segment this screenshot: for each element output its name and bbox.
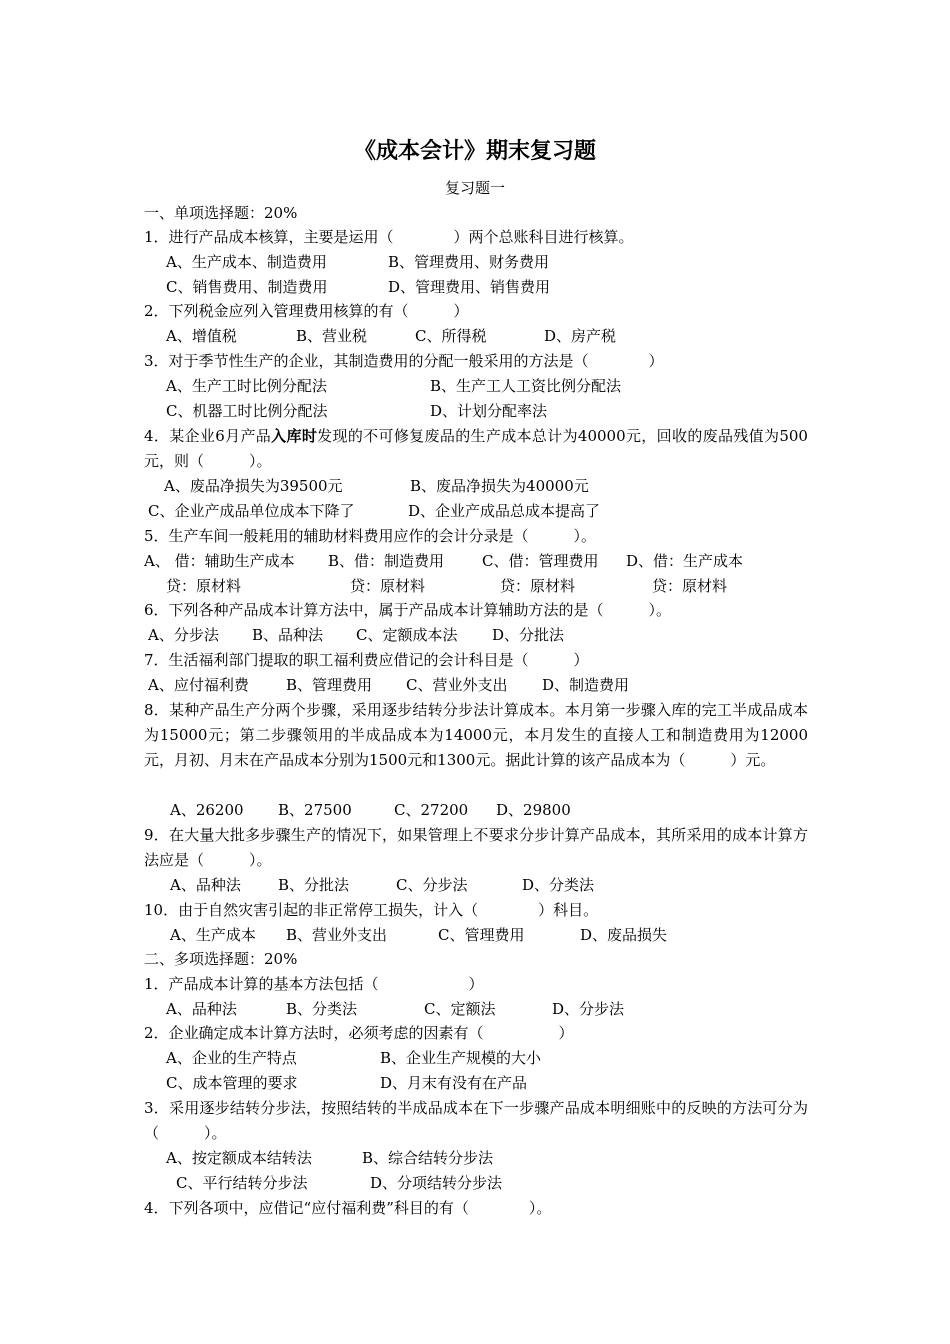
q9-stem: 9．在大量大批多步骤生产的情况下，如果管理上不要求分步计算产品成本，其所采用的成本计算方法应是（ ）。 bbox=[144, 826, 808, 869]
q5-credit-a: 贷：原材料 bbox=[166, 577, 242, 595]
q5-option-c: C、借：管理费用 bbox=[482, 552, 599, 570]
q5-credit-b: 贷：原材料 bbox=[350, 577, 426, 595]
q5-stem: 5．生产车间一般耗用的辅助材料费用应作的会计分录是（ ）。 bbox=[144, 527, 597, 545]
q6-option-a: A、分步法 bbox=[148, 626, 219, 644]
m2-option-d: D、月末有没有在产品 bbox=[380, 1074, 528, 1092]
q6-stem: 6．下列各种产品成本计算方法中，属于产品成本计算辅助方法的是（ ）。 bbox=[144, 601, 672, 619]
q7-option-a: A、应付福利费 bbox=[148, 676, 249, 694]
q8-option-c: C、27200 bbox=[394, 801, 469, 819]
document-subtitle: 复习题一 bbox=[444, 179, 505, 197]
q9-option-b: B、分批法 bbox=[278, 876, 350, 894]
m4-stem: 4．下列各项中，应借记“应付福利费”科目的有（ ）。 bbox=[144, 1199, 552, 1217]
q10-option-d: D、废品损失 bbox=[580, 926, 668, 944]
m2-stem: 2．企业确定成本计算方法时，必须考虑的因素有（ ） bbox=[144, 1024, 574, 1042]
m3-stem: 3．采用逐步结转分步法，按照结转的半成品成本在下一步骤产品成本明细账中的反映的方法可分为（ ）。 bbox=[144, 1099, 808, 1142]
q3-option-b: B、生产工人工资比例分配法 bbox=[430, 377, 622, 395]
m1-stem: 1．产品成本计算的基本方法包括（ ） bbox=[144, 975, 484, 993]
m1-option-d: D、分步法 bbox=[552, 1000, 625, 1018]
q5-credit-d: 贷：原材料 bbox=[652, 577, 728, 595]
q4-option-d: D、企业产成品总成本提高了 bbox=[408, 502, 601, 520]
q4-stem-emphasis: 入库时 bbox=[271, 427, 318, 445]
q10-option-a: A、生产成本 bbox=[170, 926, 256, 944]
q10-option-c: C、管理费用 bbox=[438, 926, 525, 944]
m3-option-a: A、按定额成本结转法 bbox=[166, 1149, 312, 1167]
q1-option-a: A、生产成本、制造费用 bbox=[166, 253, 327, 271]
q10-stem: 10．由于自然灾害引起的非正常停工损失，计入（ ）科目。 bbox=[144, 901, 599, 919]
section-multiple-choice: 二、多项选择题：20% bbox=[144, 950, 298, 968]
m3-option-c: C、平行结转分步法 bbox=[176, 1174, 308, 1192]
m1-option-a: A、品种法 bbox=[166, 1000, 237, 1018]
q2-option-b: B、营业税 bbox=[296, 327, 368, 345]
q9-option-a: A、品种法 bbox=[170, 876, 241, 894]
q4-option-a: A、废品净损失为39500元 bbox=[164, 477, 343, 495]
q3-option-c: C、机器工时比例分配法 bbox=[166, 402, 328, 420]
section-single-choice: 一、单项选择题：20% bbox=[144, 204, 298, 222]
q8-option-b: B、27500 bbox=[278, 801, 352, 819]
q5-option-b: B、借：制造费用 bbox=[328, 552, 445, 570]
q7-stem: 7．生活福利部门提取的职工福利费应借记的会计科目是（ ） bbox=[144, 651, 589, 669]
q6-option-c: C、定额成本法 bbox=[356, 626, 458, 644]
q3-stem: 3．对于季节性生产的企业，其制造费用的分配一般采用的方法是（ ） bbox=[144, 352, 664, 370]
q10-option-b: B、营业外支出 bbox=[286, 926, 388, 944]
m1-option-c: C、定额法 bbox=[424, 1000, 496, 1018]
q5-option-a: A、 借：辅助生产成本 bbox=[144, 552, 295, 570]
q3-option-d: D、计划分配率法 bbox=[430, 402, 548, 420]
m2-option-a: A、企业的生产特点 bbox=[166, 1049, 297, 1067]
q5-credit-c: 贷：原材料 bbox=[500, 577, 576, 595]
q7-option-b: B、管理费用 bbox=[286, 676, 373, 694]
q4-option-b: B、废品净损失为40000元 bbox=[410, 477, 589, 495]
q2-option-c: C、所得税 bbox=[415, 327, 487, 345]
q1-option-b: B、管理费用、财务费用 bbox=[388, 253, 550, 271]
q4-stem-part: 4．某企业6月产品 bbox=[144, 427, 272, 445]
q4-option-c: C、企业产成品单位成本下降了 bbox=[148, 502, 355, 520]
q3-option-a: A、生产工时比例分配法 bbox=[166, 377, 327, 395]
q2-stem: 2．下列税金应列入管理费用核算的有（ ） bbox=[144, 302, 469, 320]
q1-stem: 1．进行产品成本核算，主要是运用（ ）两个总账科目进行核算。 bbox=[144, 228, 634, 246]
q8-option-d: D、29800 bbox=[496, 801, 571, 819]
q6-option-b: B、品种法 bbox=[252, 626, 324, 644]
q9-option-d: D、分类法 bbox=[522, 876, 595, 894]
document-title: 《成本会计》期末复习题 bbox=[353, 138, 596, 164]
q8-stem: 8．某种产品生产分两个步骤，采用逐步结转分步法计算成本。本月第一步骤入库的完工半成品成本为15000元；第二步骤领用的半成品成本为14000元，本月发生的直接人工和制造费用为12000元，月初、月末在产品成本分别为1500元和1300元。据此计算的该产品成本为（ ）元。 bbox=[144, 701, 808, 769]
q4-stem bbox=[144, 424, 808, 474]
q8-option-a: A、26200 bbox=[170, 801, 244, 819]
m2-option-c: C、成本管理的要求 bbox=[166, 1074, 298, 1092]
q4-stem-part: 发现的不可修复废品的生产成本总计为40000元，回收的废品残值为500元，则（ ）。 bbox=[144, 427, 808, 470]
q5-option-d: D、借：生产成本 bbox=[626, 552, 744, 570]
q2-option-d: D、房产税 bbox=[544, 327, 617, 345]
q7-option-d: D、制造费用 bbox=[542, 676, 630, 694]
m1-option-b: B、分类法 bbox=[286, 1000, 358, 1018]
m3-option-d: D、分项结转分步法 bbox=[370, 1174, 503, 1192]
q7-option-c: C、营业外支出 bbox=[406, 676, 508, 694]
q6-option-d: D、分批法 bbox=[492, 626, 565, 644]
m3-option-b: B、综合结转分步法 bbox=[362, 1149, 494, 1167]
q1-option-c: C、销售费用、制造费用 bbox=[166, 278, 328, 296]
m2-option-b: B、企业生产规模的大小 bbox=[380, 1049, 542, 1067]
q1-option-d: D、管理费用、销售费用 bbox=[388, 278, 551, 296]
q9-option-c: C、分步法 bbox=[396, 876, 468, 894]
q2-option-a: A、增值税 bbox=[166, 327, 237, 345]
